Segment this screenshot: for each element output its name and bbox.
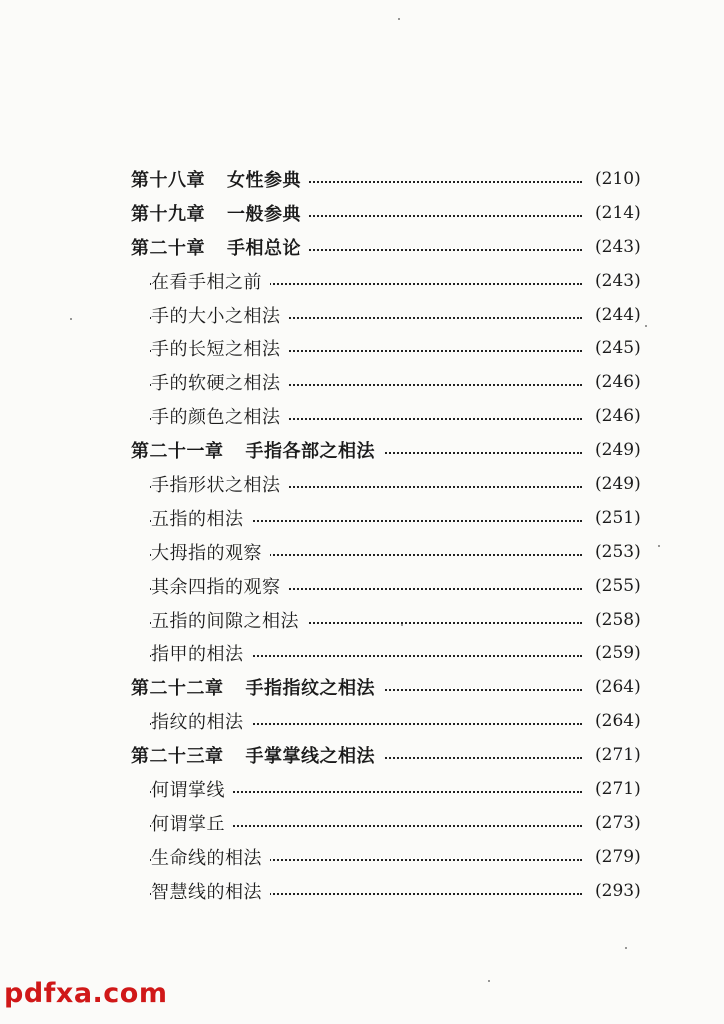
- toc-entry-title: [131, 742, 383, 768]
- chapter-title: 手指各部之相法: [245, 441, 375, 463]
- section-title: 其余四指的观察: [151, 573, 289, 599]
- toc-chapter-23: [0, 738, 724, 772]
- section-title: 生命线的相法: [151, 844, 270, 870]
- table-of-contents: [0, 162, 724, 908]
- section-title: 手指形状之相法: [151, 471, 289, 497]
- toc-chapter-21: [0, 433, 724, 467]
- page-number: (249): [595, 440, 641, 461]
- scan-speck: [70, 318, 72, 320]
- toc-section: [0, 264, 724, 298]
- toc-section: [0, 806, 724, 840]
- toc-chapter-22: [0, 670, 724, 704]
- page-number: (293): [595, 880, 641, 901]
- page-number: (271): [595, 745, 641, 766]
- chapter-title: 一般参典: [227, 203, 301, 225]
- toc-section: [0, 636, 724, 670]
- toc-section: [0, 603, 724, 637]
- chapter-number: 第二十二章: [131, 678, 224, 700]
- page-number: (244): [595, 304, 641, 325]
- toc-section: [0, 569, 724, 603]
- section-title: 五指的相法: [151, 505, 252, 531]
- toc-entry-title: [131, 200, 309, 226]
- toc-section: [0, 772, 724, 806]
- scan-speck: [625, 947, 627, 949]
- chapter-number: 第十八章: [131, 169, 205, 191]
- page-number: (246): [595, 406, 641, 427]
- scan-speck: [401, 624, 403, 626]
- chapter-number: 第十九章: [131, 203, 205, 225]
- toc-section: [0, 467, 724, 501]
- toc-section: [0, 501, 724, 535]
- toc-chapter-19: [0, 196, 724, 230]
- page-number: (251): [595, 507, 641, 528]
- section-title: 智慧线的相法: [151, 878, 270, 904]
- page-number: (210): [595, 168, 641, 189]
- scan-speck: [488, 980, 490, 982]
- scan-speck: [658, 545, 660, 547]
- toc-section: [0, 365, 724, 399]
- section-title: 在看手相之前: [151, 268, 270, 294]
- page-number: (258): [595, 609, 641, 630]
- toc-section: [0, 331, 724, 365]
- page-number: (264): [595, 677, 641, 698]
- page-number: (249): [595, 473, 641, 494]
- page-number: (243): [595, 270, 641, 291]
- section-title: 手的长短之相法: [151, 335, 289, 361]
- toc-section: [0, 874, 724, 908]
- toc-entry-title: [131, 437, 383, 463]
- toc-entry-title: [131, 166, 309, 192]
- chapter-title: 女性参典: [227, 169, 301, 191]
- page-number: (246): [595, 372, 641, 393]
- scan-speck: [645, 325, 647, 327]
- section-title: 指甲的相法: [151, 640, 252, 666]
- section-title: 何谓掌线: [151, 776, 233, 802]
- page-number: (214): [595, 202, 641, 223]
- toc-chapter-18: [0, 162, 724, 196]
- page-number: (253): [595, 541, 641, 562]
- toc-chapter-20: [0, 230, 724, 264]
- section-title: 手的软硬之相法: [151, 369, 289, 395]
- page-number: (264): [595, 711, 641, 732]
- chapter-title: 手掌掌线之相法: [245, 746, 375, 768]
- toc-section: [0, 535, 724, 569]
- toc-entry-title: [131, 674, 383, 700]
- toc-section: [0, 399, 724, 433]
- scan-speck: [398, 18, 400, 20]
- chapter-title: 手指指纹之相法: [245, 678, 375, 700]
- section-title: 手的颜色之相法: [151, 403, 289, 429]
- chapter-title: 手相总论: [227, 237, 301, 259]
- page-number: (243): [595, 236, 641, 257]
- page-number: (245): [595, 338, 641, 359]
- chapter-number: 第二十章: [131, 237, 205, 259]
- page-number: (271): [595, 778, 641, 799]
- toc-section: [0, 840, 724, 874]
- toc-section: [0, 704, 724, 738]
- chapter-number: 第二十三章: [131, 746, 224, 768]
- section-title: 何谓掌丘: [151, 810, 233, 836]
- page-number: (273): [595, 812, 641, 833]
- section-title: 指纹的相法: [151, 708, 252, 734]
- page-number: (279): [595, 846, 641, 867]
- section-title: 五指的间隙之相法: [151, 607, 307, 633]
- page-number: (259): [595, 643, 641, 664]
- section-title: 大拇指的观察: [151, 539, 270, 565]
- section-title: 手的大小之相法: [151, 302, 289, 328]
- chapter-number: 第二十一章: [131, 441, 224, 463]
- watermark: pdfxa.com: [4, 978, 168, 1009]
- toc-entry-title: [131, 234, 309, 260]
- toc-section: [0, 298, 724, 332]
- page-number: (255): [595, 575, 641, 596]
